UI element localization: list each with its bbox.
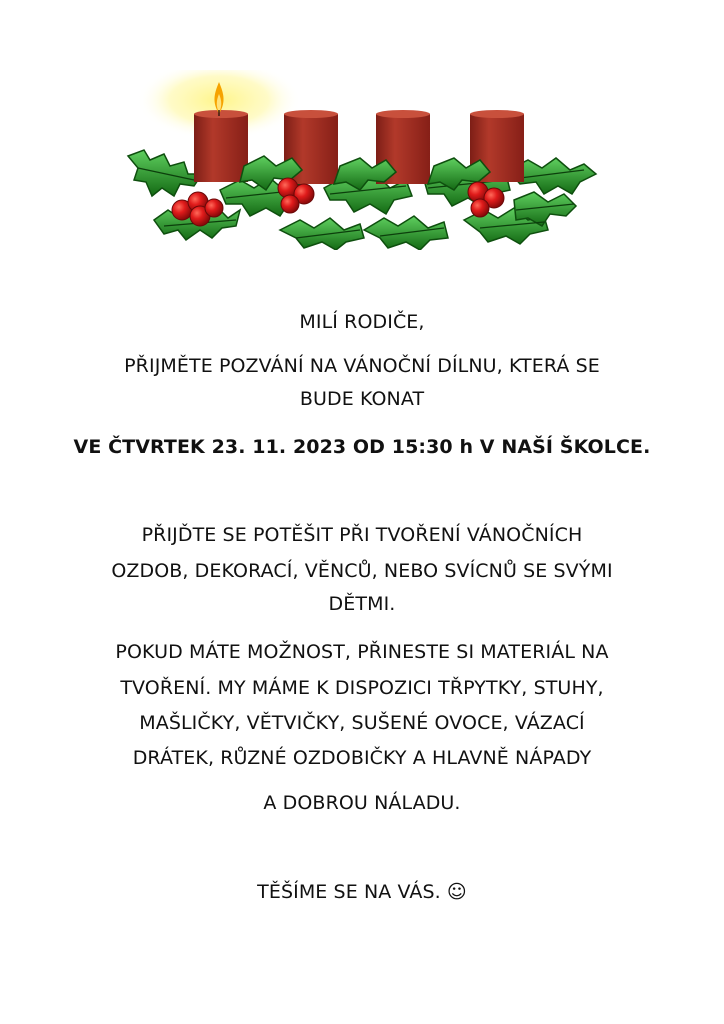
paragraph-1-line-3: DĚTMI. bbox=[328, 593, 396, 615]
greeting: MILÍ RODIČE, bbox=[299, 311, 425, 333]
invite-line-1: PŘIJMĚTE POZVÁNÍ NA VÁNOČNÍ DÍLNU, KTERÁ SE bbox=[124, 355, 600, 377]
paragraph-2-line-1: POKUD MÁTE MOŽNOST, PŘINESTE SI MATERIÁL NA bbox=[115, 641, 609, 663]
invite-line-2: BUDE KONAT bbox=[299, 388, 425, 410]
advent-wreath-illustration bbox=[124, 70, 600, 250]
event-date-line: VE ČTVRTEK 23. 11. 2023 OD 15:30 h V NAŠÍ ŠKOLCE. bbox=[73, 436, 651, 458]
paragraph-1-line-2: OZDOB, DEKORACÍ, VĚNCŮ, NEBO SVÍCNŮ SE SVÝMI bbox=[111, 560, 613, 582]
paragraph-1-line-1: PŘIJĎTE SE POTĚŠIT PŘI TVOŘENÍ VÁNOČNÍCH bbox=[141, 524, 583, 546]
paragraph-2-line-4: DRÁTEK, RŮZNÉ OZDOBIČKY A HLAVNĚ NÁPADY bbox=[132, 747, 592, 769]
closing-line: TĚŠÍME SE NA VÁS. ☺ bbox=[257, 881, 467, 903]
paragraph-2-line-3: MAŠLIČKY, VĚTVIČKY, SUŠENÉ OVOCE, VÁZACÍ bbox=[139, 712, 585, 734]
paragraph-2-line-5: A DOBROU NÁLADU. bbox=[263, 792, 461, 814]
candle-1 bbox=[194, 110, 248, 182]
paragraph-2-line-2: TVOŘENÍ. MY MÁME K DISPOZICI TŘPYTKY, STUHY, bbox=[120, 677, 604, 699]
